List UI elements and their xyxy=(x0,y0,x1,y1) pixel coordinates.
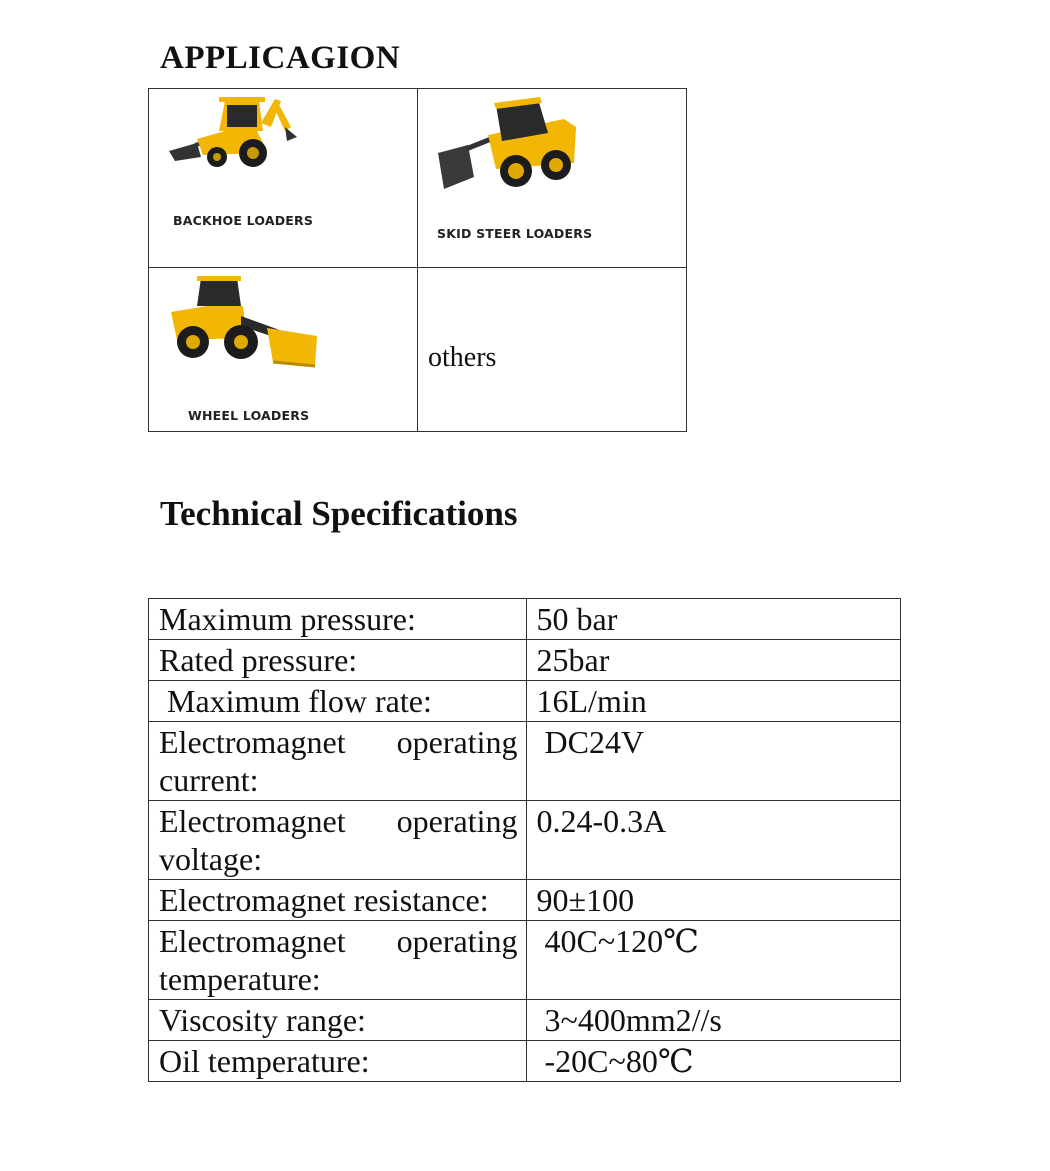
application-title: APPLICAGION xyxy=(160,40,401,76)
specs-table xyxy=(148,598,901,1082)
spec-value: 40C~120℃ xyxy=(526,921,901,1000)
spec-label: Electromagnet resistance: xyxy=(149,880,527,921)
spec-label: Rated pressure: xyxy=(149,640,527,681)
application-cell-others xyxy=(418,268,687,432)
wheel-loader-image xyxy=(167,276,321,372)
spec-value: 50 bar xyxy=(526,599,901,640)
spec-label: Maximum flow rate: xyxy=(149,681,527,722)
table-row xyxy=(149,1041,901,1082)
table-row xyxy=(149,880,901,921)
table-row xyxy=(149,681,901,722)
spec-value: 3~400mm2//s xyxy=(526,1000,901,1041)
specs-title: Technical Specifications xyxy=(160,494,518,533)
spec-label: Electromagnet operating current: xyxy=(149,722,527,801)
spec-label: Maximum pressure: xyxy=(149,599,527,640)
table-row xyxy=(149,1000,901,1041)
spec-value: DC24V xyxy=(526,722,901,801)
application-cell-backhoe xyxy=(149,89,418,268)
table-row xyxy=(149,801,901,880)
spec-value: -20C~80℃ xyxy=(526,1041,901,1082)
caption-others: others xyxy=(428,342,497,373)
spec-value: 0.24-0.3A xyxy=(526,801,901,880)
caption-wheel-loaders: WHEEL LOADERS xyxy=(188,408,310,423)
spec-value: 25bar xyxy=(526,640,901,681)
table-row xyxy=(149,640,901,681)
table-row xyxy=(149,921,901,1000)
table-row xyxy=(149,722,901,801)
application-cell-wheel xyxy=(149,268,418,432)
application-cell-skid-steer xyxy=(418,89,687,268)
spec-value: 90±100 xyxy=(526,880,901,921)
backhoe-loader-image xyxy=(167,93,302,171)
caption-skid-steer-loaders: SKID STEER LOADERS xyxy=(437,226,593,241)
spec-label: Electromagnet operating temperature: xyxy=(149,921,527,1000)
spec-label: Viscosity range: xyxy=(149,1000,527,1041)
application-table xyxy=(148,88,687,432)
spec-value: 16L/min xyxy=(526,681,901,722)
spec-label: Oil temperature: xyxy=(149,1041,527,1082)
table-row xyxy=(149,599,901,640)
skid-steer-loader-image xyxy=(436,97,582,195)
caption-backhoe-loaders: BACKHOE LOADERS xyxy=(173,213,314,228)
spec-label: Electromagnet operating voltage: xyxy=(149,801,527,880)
